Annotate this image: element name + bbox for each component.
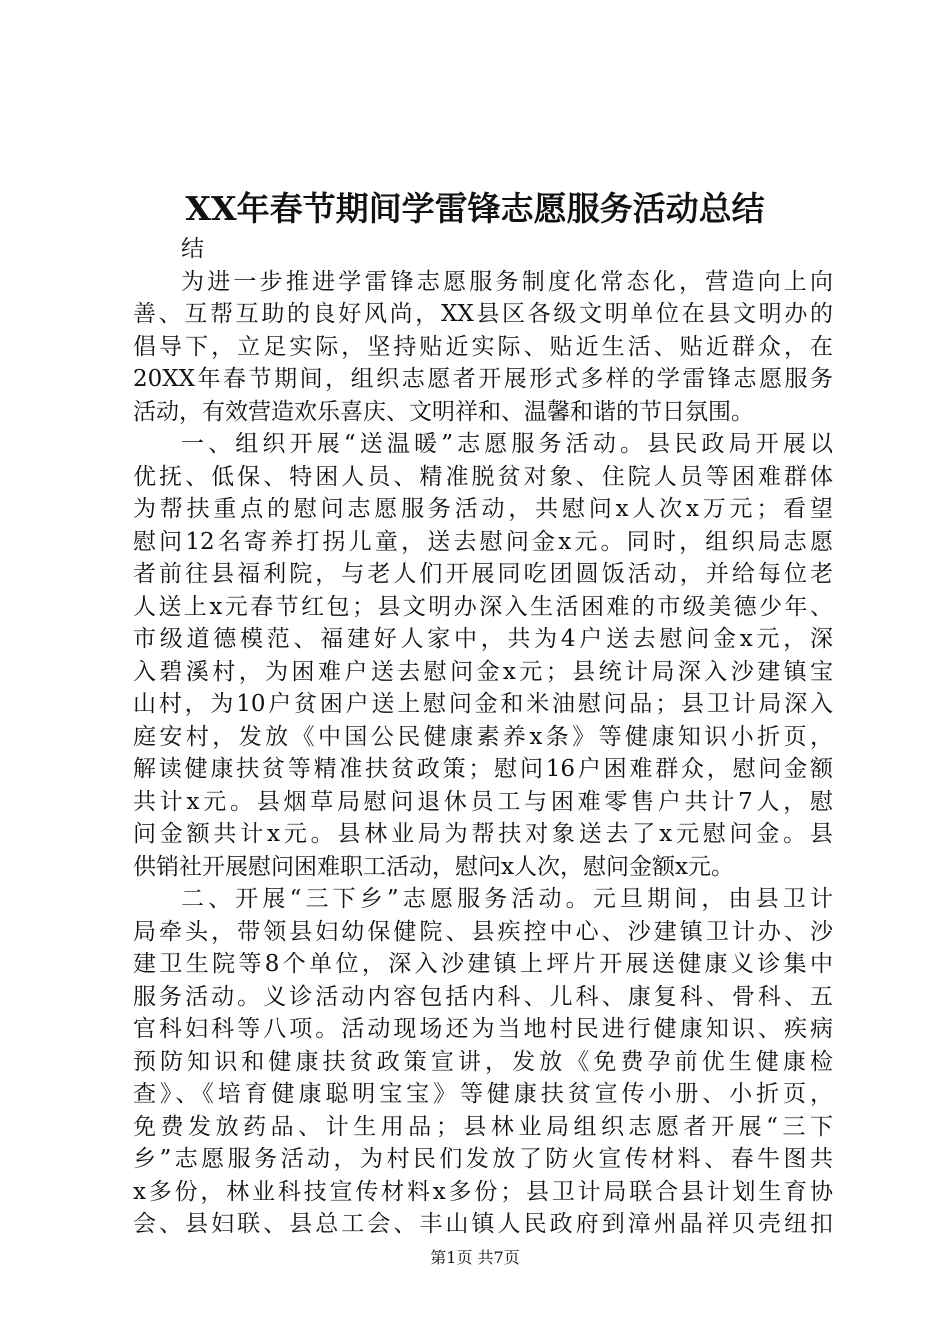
text-line: 为帮扶重点的慰问志愿服务活动，共慰问x人次x万元；看望 — [133, 496, 833, 522]
text-line: 供销社开展慰问困难职工活动，慰问x人次，慰问金额x元。 — [133, 853, 734, 880]
page-footer: 第1页 共7页 — [430, 1248, 520, 1267]
text-line: 山村，为10户贫困户送上慰问金和米油慰问品；县卫计局深入 — [133, 691, 833, 717]
text-line: 乡”志愿服务活动，为村民们发放了防火宣传材料、春牛图共 — [133, 1146, 833, 1172]
text-line: 查》、《培育健康聪明宝宝》等健康扶贫宣传小册、小折页， — [133, 1081, 833, 1107]
document-title: XX年春节期间学雷锋志愿服务活动总结 — [185, 189, 765, 228]
text-line: 慰问12名寄养打拐儿童，送去慰问金x元。同时，组织局志愿 — [133, 528, 833, 555]
text-line: 庭安村，发放《中国公民健康素养x条》等健康知识小折页， — [133, 723, 833, 750]
text-line: 20XX年春节期间，组织志愿者开展形式多样的学雷锋志愿服务 — [133, 366, 833, 392]
text-line: 解读健康扶贫等精准扶贫政策；慰问16户困难群众，慰问金额 — [133, 756, 833, 782]
text-line: 市级道德模范、福建好人家中，共为4户送去慰问金x元，深 — [133, 626, 833, 652]
text-line: x多份，林业科技宣传材料x多份；县卫计局联合县计划生育协 — [133, 1178, 833, 1205]
text-line: 善、互帮互助的良好风尚，XX县区各级文明单位在县文明办的 — [133, 301, 833, 327]
text-line: 优抚、低保、特困人员、精准脱贫对象、住院人员等困难群体 — [133, 463, 833, 490]
text-line: 为进一步推进学雷锋志愿服务制度化常态化，营造向上向 — [181, 268, 833, 295]
text-line: 二、开展“三下乡”志愿服务活动。元旦期间，由县卫计 — [181, 886, 833, 912]
text-line: 结 — [181, 236, 204, 262]
text-line: 一、组织开展“送温暖”志愿服务活动。县民政局开展以 — [181, 431, 833, 457]
text-line: 人送上x元春节红包；县文明办深入生活困难的市级美德少年、 — [133, 593, 833, 620]
text-line: 问金额共计x元。县林业局为帮扶对象送去了x元慰问金。县 — [133, 821, 833, 847]
text-line: 共计x元。县烟草局慰问退休员工与困难零售户共计7人，慰 — [133, 788, 833, 815]
text-line: 建卫生院等8个单位，深入沙建镇上坪片开展送健康义诊集中 — [133, 951, 833, 977]
text-line: 服务活动。义诊活动内容包括内科、儿科、康复科、骨科、五 — [133, 983, 833, 1010]
text-line: 预防知识和健康扶贫政策宣讲，发放《免费孕前优生健康检 — [133, 1048, 833, 1075]
text-line: 局牵头，带领县妇幼保健院、县疾控中心、沙建镇卫计办、沙 — [133, 918, 833, 945]
text-line: 倡导下，立足实际，坚持贴近实际、贴近生活、贴近群众，在 — [133, 333, 833, 360]
document-body — [133, 233, 833, 1241]
text-line: 入碧溪村，为困难户送去慰问金x元；县统计局深入沙建镇宝 — [133, 658, 833, 685]
text-line: 活动，有效营造欢乐喜庆、文明祥和、温馨和谐的节日氛围。 — [133, 398, 754, 425]
text-line: 会、县妇联、县总工会、丰山镇人民政府到漳州晶祥贝壳纽扣 — [133, 1211, 833, 1237]
text-line: 免费发放药品、计生用品；县林业局组织志愿者开展“三下 — [133, 1113, 833, 1140]
text-line: 者前往县福利院，与老人们开展同吃团圆饭活动，并给每位老 — [133, 561, 833, 587]
text-line: 官科妇科等八项。活动现场还为当地村民进行健康知识、疾病 — [133, 1016, 833, 1042]
